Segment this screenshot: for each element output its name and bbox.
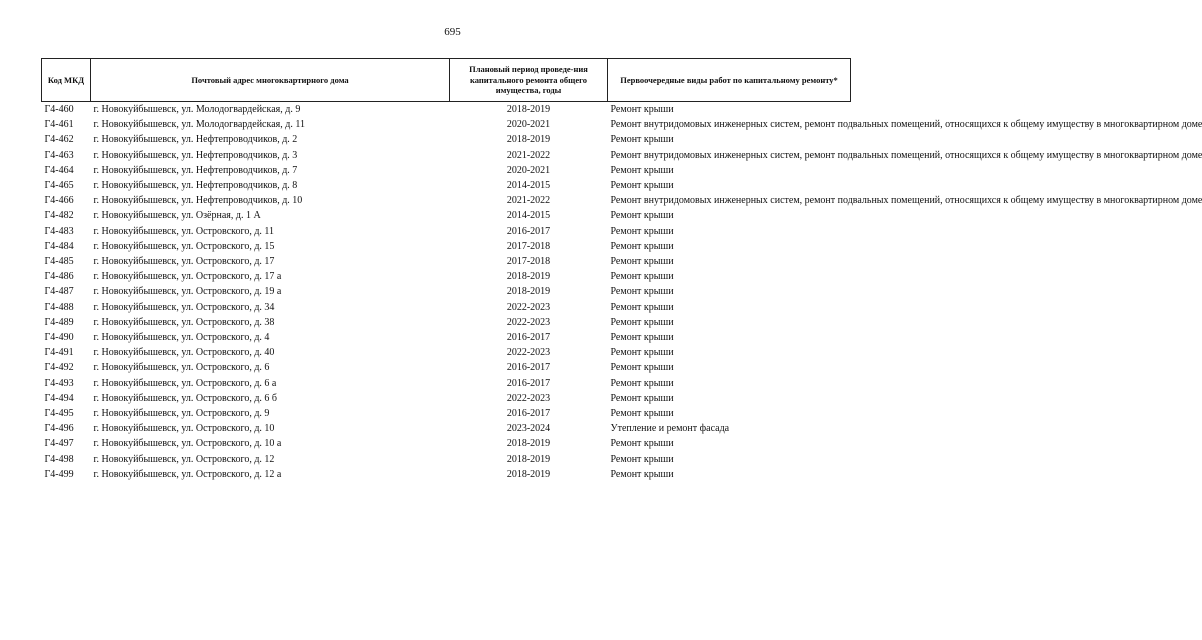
cell-period: 2016-2017 [506, 332, 551, 344]
cell-code: Г4-494 [44, 392, 74, 404]
header-period: Плановый период проведе-ния капитального ремонта общего имущества, годы [450, 59, 608, 102]
cell-period: 2018-2019 [506, 104, 551, 115]
cell-code: Г4-486 [44, 271, 74, 283]
cell-period: 2018-2019 [506, 453, 551, 465]
cell-works: Ремонт крыши [610, 301, 674, 313]
cell-works: Ремонт крыши [610, 408, 674, 420]
cell-period: 2018-2019 [506, 438, 551, 450]
cell-code: Г4-482 [44, 210, 74, 222]
cell-works: Ремонт крыши [610, 377, 674, 389]
cell-address: г. Новокуйбышевск, ул. Островского, д. 10 [93, 423, 275, 435]
capital-repair-table [41, 58, 1202, 482]
cell-period: 2018-2019 [506, 271, 551, 283]
cell-works: Ремонт крыши [610, 438, 674, 450]
cell-works: Ремонт крыши [610, 180, 674, 192]
cell-address: г. Новокуйбышевск, ул. Островского, д. 9 [93, 408, 270, 420]
cell-code: Г4-495 [44, 408, 74, 420]
cell-works: Ремонт внутридомовых инженерных систем, ремонт подвальных помещений, относящихся к общему имуществу в многоквартирном доме [610, 119, 1202, 131]
cell-works: Ремонт крыши [610, 453, 674, 465]
table-row [42, 224, 851, 239]
cell-code: Г4-491 [44, 347, 74, 359]
table-row [42, 193, 851, 208]
cell-address: г. Новокуйбышевск, ул. Островского, д. 12 [93, 453, 275, 465]
cell-works: Ремонт крыши [610, 164, 674, 176]
cell-address: г. Новокуйбышевск, ул. Нефтепроводчиков, д. 8 [93, 180, 298, 192]
cell-works: Ремонт крыши [610, 347, 674, 359]
cell-address: г. Новокуйбышевск, ул. Островского, д. 38 [93, 316, 275, 328]
cell-period: 2020-2021 [506, 164, 551, 176]
table-row [42, 148, 851, 163]
cell-address: г. Новокуйбышевск, ул. Островского, д. 34 [93, 301, 275, 313]
cell-code: Г4-497 [44, 438, 74, 450]
cell-period: 2022-2023 [506, 347, 551, 359]
cell-period: 2016-2017 [506, 408, 551, 420]
cell-works: Ремонт крыши [610, 271, 674, 283]
cell-address: г. Новокуйбышевск, ул. Островского, д. 40 [93, 347, 275, 359]
cell-address: г. Новокуйбышевск, ул. Островского, д. 12 а [93, 468, 282, 480]
cell-address: г. Новокуйбышевск, ул. Островского, д. 15 [93, 240, 275, 252]
cell-address: г. Новокуйбышевск, ул. Островского, д. 6 [93, 362, 270, 374]
cell-address: г. Новокуйбышевск, ул. Озёрная, д. 1 А [93, 210, 261, 222]
table-row [42, 467, 851, 482]
table-row [42, 254, 851, 269]
cell-period: 2020-2021 [506, 119, 551, 131]
table-row [42, 391, 851, 406]
cell-works: Ремонт крыши [610, 225, 674, 237]
cell-code: Г4-464 [44, 164, 74, 176]
cell-period: 2017-2018 [506, 256, 551, 268]
cell-period: 2022-2023 [506, 301, 551, 313]
table-row [42, 315, 851, 330]
cell-works: Ремонт крыши [610, 134, 674, 146]
cell-works: Ремонт внутридомовых инженерных систем, ремонт подвальных помещений, относящихся к общему имуществу в многоквартирном доме [610, 195, 1202, 207]
table-row [42, 376, 851, 391]
table-row [42, 132, 851, 147]
cell-period: 2022-2023 [506, 316, 551, 328]
cell-code: Г4-461 [44, 119, 74, 131]
cell-period: 2022-2023 [506, 392, 551, 404]
table-row [42, 178, 851, 193]
cell-works: Ремонт крыши [610, 392, 674, 404]
cell-works: Ремонт внутридомовых инженерных систем, ремонт подвальных помещений, относящихся к общему имуществу в многоквартирном доме [610, 149, 1202, 161]
cell-code: Г4-463 [44, 149, 74, 161]
table-row [42, 436, 851, 451]
table-row [42, 239, 851, 254]
table-row [42, 284, 851, 299]
header-address: Почтовый адрес многоквартирного дома [91, 59, 450, 102]
cell-works: Ремонт крыши [610, 256, 674, 268]
cell-code: Г4-493 [44, 377, 74, 389]
cell-period: 2023-2024 [506, 423, 551, 435]
cell-period: 2018-2019 [506, 134, 551, 146]
cell-code: Г4-465 [44, 180, 74, 192]
cell-code: Г4-487 [44, 286, 74, 298]
cell-period: 2014-2015 [506, 180, 551, 192]
cell-works: Ремонт крыши [610, 286, 674, 298]
table-header [42, 59, 851, 102]
cell-code: Г4-492 [44, 362, 74, 374]
cell-address: г. Новокуйбышевск, ул. Нефтепроводчиков, д. 7 [93, 164, 298, 176]
cell-address: г. Новокуйбышевск, ул. Островского, д. 17 а [93, 271, 282, 283]
header-works: Первоочередные виды работ по капитальному ремонту* [608, 59, 851, 102]
table-row [42, 406, 851, 421]
cell-period: 2021-2022 [506, 149, 551, 161]
table-row [42, 269, 851, 284]
cell-address: г. Новокуйбышевск, ул. Островского, д. 19 а [93, 286, 282, 298]
header-row [42, 59, 851, 102]
cell-code: Г4-466 [44, 195, 74, 207]
cell-code: Г4-460 [44, 104, 74, 115]
cell-period: 2018-2019 [506, 286, 551, 298]
table-row [42, 345, 851, 360]
cell-works: Ремонт крыши [610, 240, 674, 252]
cell-works: Ремонт крыши [610, 468, 674, 480]
cell-period: 2016-2017 [506, 225, 551, 237]
cell-works: Ремонт крыши [610, 104, 674, 115]
cell-works: Ремонт крыши [610, 332, 674, 344]
table-row [42, 452, 851, 467]
table-row [42, 360, 851, 375]
cell-works: Ремонт крыши [610, 210, 674, 222]
table-row [42, 300, 851, 315]
cell-works: Ремонт крыши [610, 362, 674, 374]
table-row [42, 117, 851, 132]
cell-address: г. Новокуйбышевск, ул. Нефтепроводчиков, д. 3 [93, 149, 298, 161]
cell-address: г. Новокуйбышевск, ул. Молодогвардейская, д. 11 [93, 119, 305, 131]
table-row [42, 330, 851, 345]
table-row [42, 421, 851, 436]
cell-period: 2018-2019 [506, 468, 551, 480]
cell-code: Г4-485 [44, 256, 74, 268]
cell-address: г. Новокуйбышевск, ул. Островского, д. 17 [93, 256, 275, 268]
cell-code: Г4-490 [44, 332, 74, 344]
cell-address: г. Новокуйбышевск, ул. Островского, д. 6 б [93, 392, 278, 404]
cell-works: Ремонт крыши [610, 316, 674, 328]
cell-address: г. Новокуйбышевск, ул. Островского, д. 11 [93, 225, 275, 237]
header-code: Код МКД [42, 59, 91, 102]
cell-period: 2017-2018 [506, 240, 551, 252]
cell-code: Г4-496 [44, 423, 74, 435]
cell-works: Утепление и ремонт фасада [610, 423, 730, 435]
table-row [42, 163, 851, 178]
table-body [42, 102, 1202, 483]
cell-code: Г4-498 [44, 453, 74, 465]
cell-address: г. Новокуйбышевск, ул. Островского, д. 6 а [93, 377, 277, 389]
cell-address: г. Новокуйбышевск, ул. Островского, д. 4 [93, 332, 270, 344]
cell-code: Г4-499 [44, 468, 74, 480]
cell-code: Г4-488 [44, 301, 74, 313]
cell-code: Г4-489 [44, 316, 74, 328]
cell-period: 2021-2022 [506, 195, 551, 207]
cell-address: г. Новокуйбышевск, ул. Нефтепроводчиков, д. 2 [93, 134, 298, 146]
cell-code: Г4-484 [44, 240, 74, 252]
cell-address: г. Новокуйбышевск, ул. Молодогвардейская, д. 9 [93, 104, 301, 115]
cell-code: Г4-483 [44, 225, 74, 237]
cell-period: 2016-2017 [506, 377, 551, 389]
cell-period: 2016-2017 [506, 362, 551, 374]
cell-address: г. Новокуйбышевск, ул. Островского, д. 10 а [93, 438, 282, 450]
table-row [42, 102, 851, 118]
table-row [42, 208, 851, 223]
cell-period: 2014-2015 [506, 210, 551, 222]
page-number: 695 [444, 26, 461, 38]
cell-code: Г4-462 [44, 134, 74, 146]
cell-address: г. Новокуйбышевск, ул. Нефтепроводчиков, д. 10 [93, 195, 303, 207]
